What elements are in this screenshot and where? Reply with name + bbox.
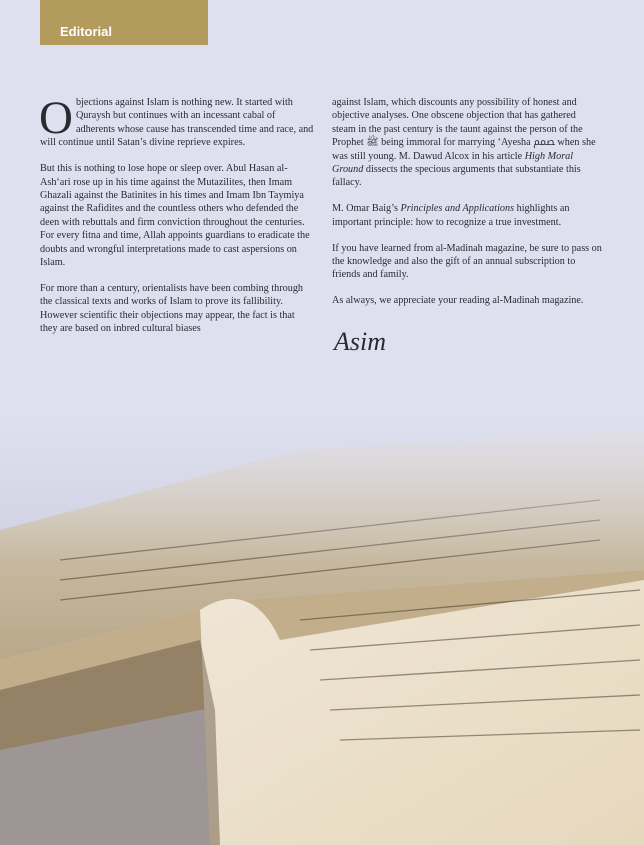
paragraph-3: For more than a century, orientalists have been combing through the classical texts and works of Islam to prove its fallibility. However scientific their objections may appear, the fact is that they are based on inbred cultural biases [40,282,304,335]
paragraph-2: But this is nothing to lose hope or sleep over. Abul Hasan al-Ash‘ari rose up in his time against the Mutazilites, then Imam Ghazali against the Batinites in his times and Imam Ibn Taymiya against the Rafidites and the countless others who defended the deen with rebuttals and firm conviction throughout the centuries. For every fitna and time, Allah appoints guardians to eradicate the doubts and wrongful interpretations made to cast aspersions on Islam. [40,163,310,268]
article-title: Principles and Applications [400,203,515,215]
drop-cap: O [39,92,73,144]
section-tab: Editorial [40,0,208,45]
paragraph-1: Objections against Islam is nothing new. It started with Quraysh but continues with an incessant cabal of adherents whose cause has transcended time and race, and will continue until Satan’s divine reprieve expires. [39,92,314,149]
paragraph-4: against Islam, which discounts any possibility of honest and objective analyses. One obscene objection that has gathered steam in the past century is the taunt against the person of the Prophet ﷺ being immoral for marrying ‘Ayesha ﵦ when she was still young. M. Dawud Alcox in his article High Moral Ground dissects the specious arguments that substantiate this fallacy. [332,97,596,189]
paragraph-6: If you have learned from al-Madinah magazine, be sure to pass on the knowledge and also the gift of an annual subscription to friends and family. [332,242,602,281]
signature [332,318,422,362]
paragraph-7: As always, we appreciate your reading al-Madinah magazine. [332,295,584,307]
honorific-icon: ﵦ [533,137,555,149]
left-column [39,92,314,348]
article-title: High Moral Ground [332,150,574,176]
honorific-icon: ﷺ [366,137,379,149]
right-column [332,96,602,320]
manuscript-photo [0,410,644,845]
svg-text:Asim: Asim [334,327,386,356]
paragraph-5: M. Omar Baig’s Principles and Applications highlights an important principle: how to recognize a true investment. [332,203,570,228]
